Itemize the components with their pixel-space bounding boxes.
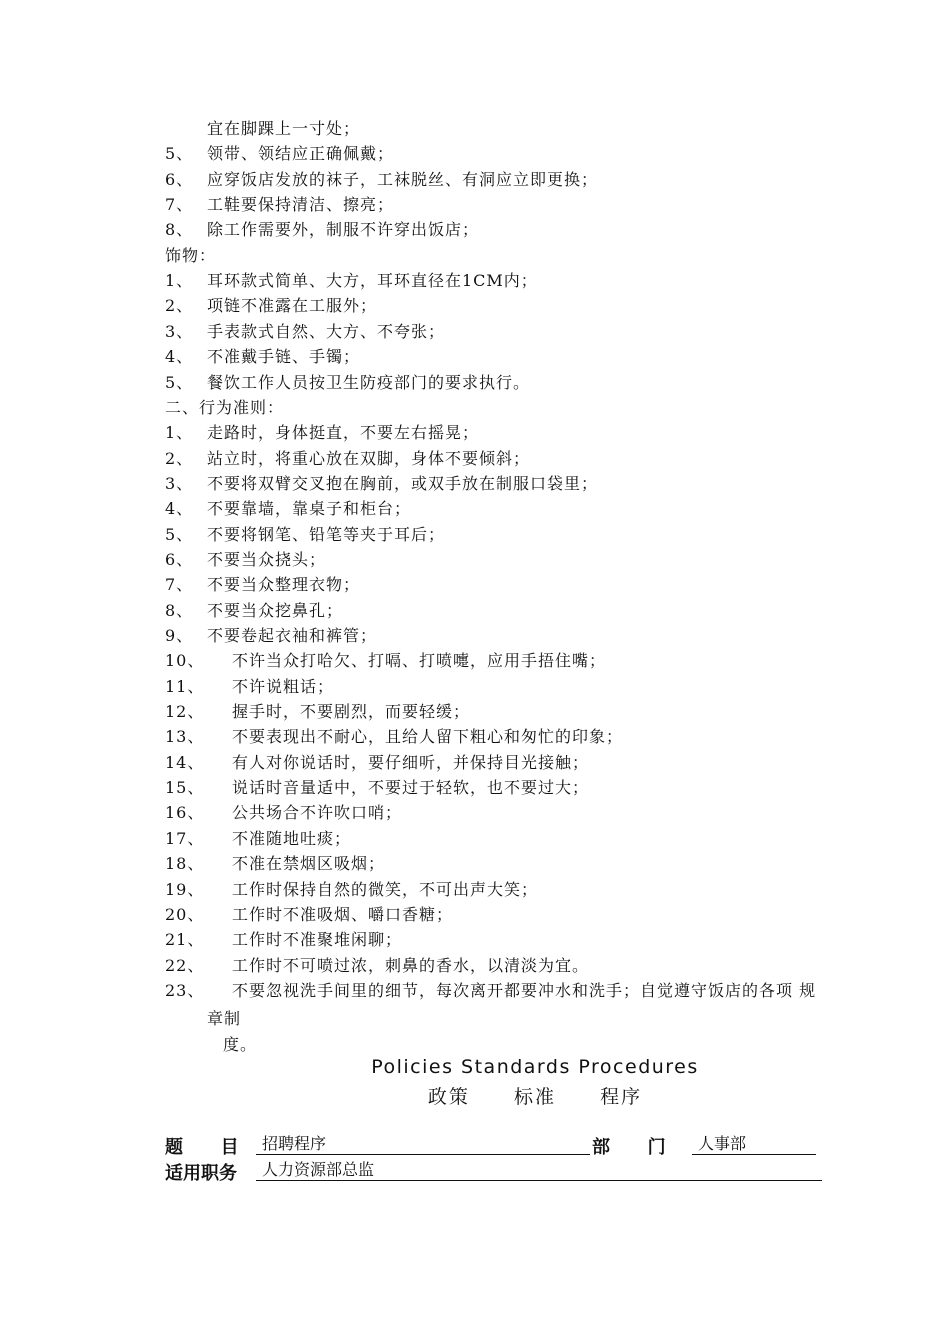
item-number: 18、 (165, 854, 205, 874)
list-item (0, 574, 950, 596)
item-text: 宜在脚踝上一寸处； (207, 119, 361, 138)
list-item (0, 219, 950, 241)
item-text: 工作时不可喷过浓，刺鼻的香水，以清淡为宜。 (232, 955, 590, 975)
item-number: 13、 (165, 727, 205, 747)
item-number: 15、 (165, 778, 205, 798)
list-item (0, 422, 950, 444)
item-number: 3、 (165, 321, 194, 341)
item-text: 说话时音量适中，不要过于轻软，也不要过大； (232, 778, 590, 798)
item-text: 不许说粗话； (232, 676, 335, 696)
item-text: 工鞋要保持清洁、擦亮； (207, 195, 395, 215)
list-item (0, 650, 950, 672)
item-number: 2、 (165, 296, 194, 316)
list-item (0, 372, 950, 394)
item-number: 20、 (165, 904, 205, 924)
item-text: 不要将钢笔、铅笔等夹于耳后； (207, 524, 446, 544)
item-text: 不准戴手链、手镯； (207, 347, 361, 367)
item-number: 6、 (165, 549, 194, 569)
item-text: 领带、领结应正确佩戴； (207, 144, 395, 164)
list-item (0, 777, 950, 799)
list-item (0, 169, 950, 191)
item-number: 8、 (165, 600, 194, 620)
list-item (0, 701, 950, 723)
list-item (0, 980, 950, 1002)
item-number: 22、 (165, 955, 205, 975)
heading-chinese: 政策 标准 程序 (427, 1086, 643, 1108)
list-item (0, 828, 950, 850)
item-number: 21、 (165, 930, 205, 950)
list-item (0, 270, 950, 292)
item-number: 12、 (165, 702, 205, 722)
item-text: 不准在禁烟区吸烟； (232, 854, 386, 874)
list-item (0, 549, 950, 571)
item-number: 10、 (165, 651, 205, 671)
item-text: 除工作需要外，制服不许穿出饭店； (207, 220, 480, 240)
item-text: 握手时，不要剧烈，而要轻缓； (232, 702, 471, 722)
item-number: 5、 (165, 372, 194, 392)
list-item (0, 955, 950, 977)
item-text: 饰物： (165, 245, 217, 265)
item-number: 5、 (165, 144, 194, 164)
item-number: 19、 (165, 879, 205, 899)
item-number: 6、 (165, 169, 194, 189)
list-item (0, 397, 950, 419)
item-number: 23、 (165, 980, 205, 1000)
item-number: 7、 (165, 195, 194, 215)
heading-english: Policies Standards Procedures (371, 1056, 699, 1078)
department-label: 部 门 (592, 1137, 666, 1158)
item-number: 5、 (165, 524, 194, 544)
item-text: 有人对你说话时，要仔细听，并保持目光接触； (232, 752, 590, 772)
continuation-text: 章制 (207, 1009, 242, 1028)
item-text: 二、行为准则： (165, 397, 285, 417)
item-text: 不要将双臂交叉抱在胸前，或双手放在制服口袋里； (207, 473, 599, 493)
list-item (0, 625, 950, 647)
item-number: 2、 (165, 448, 194, 468)
list-item (0, 321, 950, 343)
item-text: 不要表现出不耐心，且给人留下粗心和匆忙的印象； (232, 727, 624, 747)
item-number: 16、 (165, 803, 205, 823)
item-text: 不要当众挖鼻孔； (207, 600, 344, 620)
list-item (0, 929, 950, 951)
subject-field: 招聘程序 (256, 1133, 590, 1155)
item-text: 耳环款式简单、大方，耳环直径在1CM内； (207, 271, 538, 291)
list-item (0, 143, 950, 165)
list-item (0, 194, 950, 216)
item-text: 项链不准露在工服外； (207, 296, 378, 316)
item-text: 不要忽视洗手间里的细节，每次离开都要冲水和洗手；自觉遵守饭店的各项 规 (232, 980, 817, 1000)
list-item (0, 600, 950, 622)
item-text: 不要卷起衣袖和裤管； (207, 626, 378, 645)
item-number: 4、 (165, 499, 194, 519)
item-text: 公共场合不许吹口哨； (232, 803, 403, 823)
list-item (0, 118, 950, 140)
item-number: 1、 (165, 423, 194, 443)
continuation-text: 度。 (223, 1035, 258, 1054)
item-number: 7、 (165, 575, 194, 595)
list-item (0, 346, 950, 368)
list-item (0, 295, 950, 317)
position-field: 人力资源部总监 (256, 1159, 822, 1181)
item-number: 11、 (165, 676, 205, 696)
subject-label: 题 目 (165, 1137, 239, 1158)
item-number: 1、 (165, 271, 194, 291)
item-text: 工作时不准聚堆闲聊； (232, 930, 403, 950)
list-item (0, 524, 950, 546)
list-item (0, 879, 950, 901)
item-text: 不要靠墙，靠桌子和柜台； (207, 499, 412, 519)
item-text: 应穿饭店发放的袜子，工袜脱丝、有洞应立即更换； (207, 169, 599, 189)
list-item (0, 853, 950, 875)
item-number: 3、 (165, 473, 194, 493)
item-text: 不许当众打哈欠、打嗝、打喷嚏，应用手捂住嘴； (232, 651, 607, 671)
item-number: 14、 (165, 752, 205, 772)
item-text: 站立时，将重心放在双脚，身体不要倾斜； (207, 448, 531, 468)
item-text: 走路时，身体挺直，不要左右摇晃； (207, 423, 480, 443)
item-text: 不准随地吐痰； (232, 828, 352, 848)
item-text: 不要当众整理衣物； (207, 575, 361, 595)
item-number: 8、 (165, 220, 194, 240)
list-item (0, 726, 950, 748)
list-item (0, 904, 950, 926)
item-text: 餐饮工作人员按卫生防疫部门的要求执行。 (207, 372, 531, 392)
list-item (0, 802, 950, 824)
list-item (0, 498, 950, 520)
list-item (0, 448, 950, 470)
list-item (0, 245, 950, 267)
position-label: 适用职务 (165, 1163, 237, 1184)
item-text: 手表款式自然、大方、不夸张； (207, 321, 446, 341)
item-text: 工作时不准吸烟、嚼口香糖； (232, 904, 454, 924)
list-item (0, 752, 950, 774)
item-number: 4、 (165, 347, 194, 367)
list-item (0, 676, 950, 698)
item-number: 9、 (165, 626, 194, 645)
department-field: 人事部 (692, 1133, 816, 1155)
list-item (0, 473, 950, 495)
item-text: 不要当众挠头； (207, 549, 327, 569)
item-text: 工作时保持自然的微笑，不可出声大笑； (232, 879, 539, 899)
item-number: 17、 (165, 828, 205, 848)
